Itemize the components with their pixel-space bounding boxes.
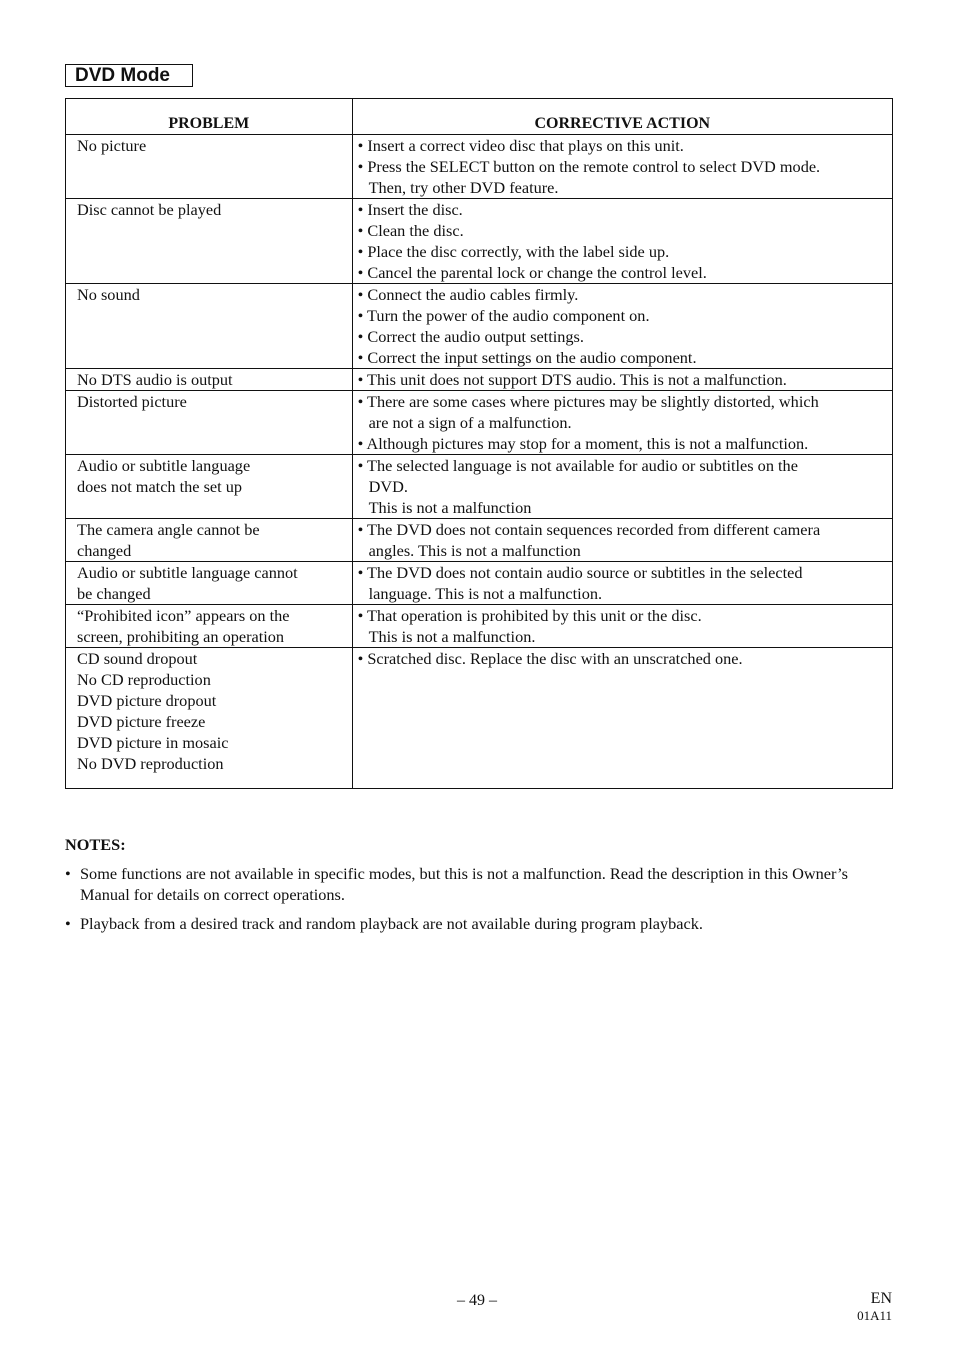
corrective-action-cell — [352, 562, 892, 605]
problem-text: CD sound dropout — [77, 649, 198, 668]
action-item — [358, 220, 890, 241]
action-item — [358, 455, 890, 518]
action-item — [358, 199, 890, 220]
table-header-row — [66, 99, 893, 135]
action-text: • There are some cases where pictures may be slightly distorted, which — [357, 392, 819, 411]
problem-text: Distorted picture — [77, 392, 187, 411]
table-row — [66, 648, 893, 789]
problem-text: Audio or subtitle language — [77, 456, 251, 475]
table-row — [66, 605, 893, 648]
problem-cell — [66, 605, 353, 648]
action-text: • Although pictures may stop for a moment, this is not a malfunction. — [357, 434, 809, 453]
action-item — [358, 648, 890, 669]
action-continuation-text: angles. This is not a malfunction — [368, 541, 581, 560]
notes-title: NOTES: — [65, 835, 126, 854]
problem-cell — [66, 369, 353, 391]
problem-cell — [66, 562, 353, 605]
problem-cell — [66, 648, 353, 789]
action-item — [358, 305, 890, 326]
section-title: DVD Mode — [65, 64, 193, 87]
problem-cell — [66, 391, 353, 455]
action-text: • Turn the power of the audio component on. — [357, 306, 650, 325]
action-item — [358, 369, 890, 390]
action-text: • Connect the audio cables firmly. — [357, 285, 579, 304]
problem-text: DVD picture freeze — [77, 712, 206, 731]
note-item — [65, 913, 885, 934]
note-item — [65, 863, 885, 905]
action-item — [358, 433, 890, 454]
action-item — [358, 391, 890, 433]
table-row — [66, 519, 893, 562]
action-item — [358, 284, 890, 305]
problem-text: DVD picture dropout — [77, 691, 217, 710]
column-header-problem: PROBLEM — [66, 99, 353, 135]
action-item — [358, 347, 890, 368]
action-item — [358, 519, 890, 561]
action-item — [358, 326, 890, 347]
problem-text: Audio or subtitle language cannot — [77, 563, 298, 582]
problem-text: changed — [77, 541, 132, 560]
corrective-action-cell — [352, 648, 892, 789]
corrective-action-cell — [352, 391, 892, 455]
action-continuation-text: This is not a malfunction — [368, 498, 532, 517]
corrective-action-cell — [352, 284, 892, 369]
table-row — [66, 455, 893, 519]
action-continuation-text: DVD. — [368, 477, 408, 496]
problem-text: be changed — [77, 584, 151, 603]
page-number: – 49 – — [457, 1292, 497, 1309]
action-item — [358, 135, 890, 156]
table-row — [66, 284, 893, 369]
action-text: • Press the SELECT button on the remote control to select DVD mode. — [357, 157, 821, 176]
problem-text: No sound — [77, 285, 140, 304]
action-text: • Correct the audio output settings. — [357, 327, 584, 346]
notes-section — [65, 834, 885, 942]
document-code: 01A11 — [857, 1308, 892, 1323]
problem-text: No DTS audio is output — [77, 370, 233, 389]
corrective-action-cell — [352, 605, 892, 648]
table-row — [66, 369, 893, 391]
corrective-action-cell — [352, 519, 892, 562]
action-item — [358, 605, 890, 647]
bullet-icon: • — [65, 914, 71, 933]
action-text: • Clean the disc. — [357, 221, 464, 240]
table-row — [66, 391, 893, 455]
action-continuation-text: are not a sign of a malfunction. — [368, 413, 572, 432]
problem-text: does not match the set up — [77, 477, 243, 496]
action-continuation-text: This is not a malfunction. — [368, 627, 536, 646]
table-row — [66, 562, 893, 605]
problem-text: No CD reproduction — [77, 670, 211, 689]
problem-cell — [66, 135, 353, 199]
action-text: • The DVD does not contain sequences recorded from different camera — [357, 520, 821, 539]
action-text: • Insert the disc. — [357, 200, 463, 219]
action-text: • Insert a correct video disc that plays on this unit. — [357, 136, 684, 155]
corrective-action-cell — [352, 455, 892, 519]
action-text: • Scratched disc. Replace the disc with an unscratched one. — [357, 649, 743, 668]
action-continuation-text: Then, try other DVD feature. — [368, 178, 559, 197]
action-text: • The selected language is not available for audio or subtitles on the — [357, 456, 798, 475]
action-text: • That operation is prohibited by this unit or the disc. — [357, 606, 702, 625]
problem-text: DVD picture in mosaic — [77, 733, 229, 752]
problem-text: “Prohibited icon” appears on the — [77, 606, 290, 625]
corrective-action-cell — [352, 135, 892, 199]
corrective-action-cell — [352, 199, 892, 284]
problem-text: No picture — [77, 136, 147, 155]
problem-text: screen, prohibiting an operation — [77, 627, 285, 646]
action-text: • Correct the input settings on the audio component. — [357, 348, 697, 367]
action-text: • The DVD does not contain audio source or subtitles in the selected — [357, 563, 803, 582]
action-item — [358, 562, 890, 604]
troubleshooting-table — [65, 98, 893, 789]
action-item — [358, 156, 890, 198]
bullet-icon: • — [65, 864, 71, 883]
problem-cell — [66, 284, 353, 369]
problem-text: Disc cannot be played — [77, 200, 222, 219]
action-text: • Place the disc correctly, with the label side up. — [357, 242, 670, 261]
problem-text: No DVD reproduction — [77, 754, 224, 773]
note-text: Some functions are not available in specific modes, but this is not a malfunction. Read the description in this Owner’s Manual for details on correct operations. — [80, 864, 848, 904]
problem-cell — [66, 455, 353, 519]
table-row — [66, 135, 893, 199]
action-item — [358, 241, 890, 262]
action-text: • Cancel the parental lock or change the control level. — [357, 263, 707, 282]
note-text: Playback from a desired track and random playback are not available during program playback. — [80, 914, 703, 933]
action-text: • This unit does not support DTS audio. This is not a malfunction. — [357, 370, 787, 389]
problem-cell — [66, 199, 353, 284]
language-code: EN — [870, 1290, 892, 1307]
action-item — [358, 262, 890, 283]
column-header-corrective-action: CORRECTIVE ACTION — [352, 99, 892, 135]
table-row — [66, 199, 893, 284]
corrective-action-cell — [352, 369, 892, 391]
problem-cell — [66, 519, 353, 562]
problem-text: The camera angle cannot be — [77, 520, 260, 539]
action-continuation-text: language. This is not a malfunction. — [368, 584, 603, 603]
